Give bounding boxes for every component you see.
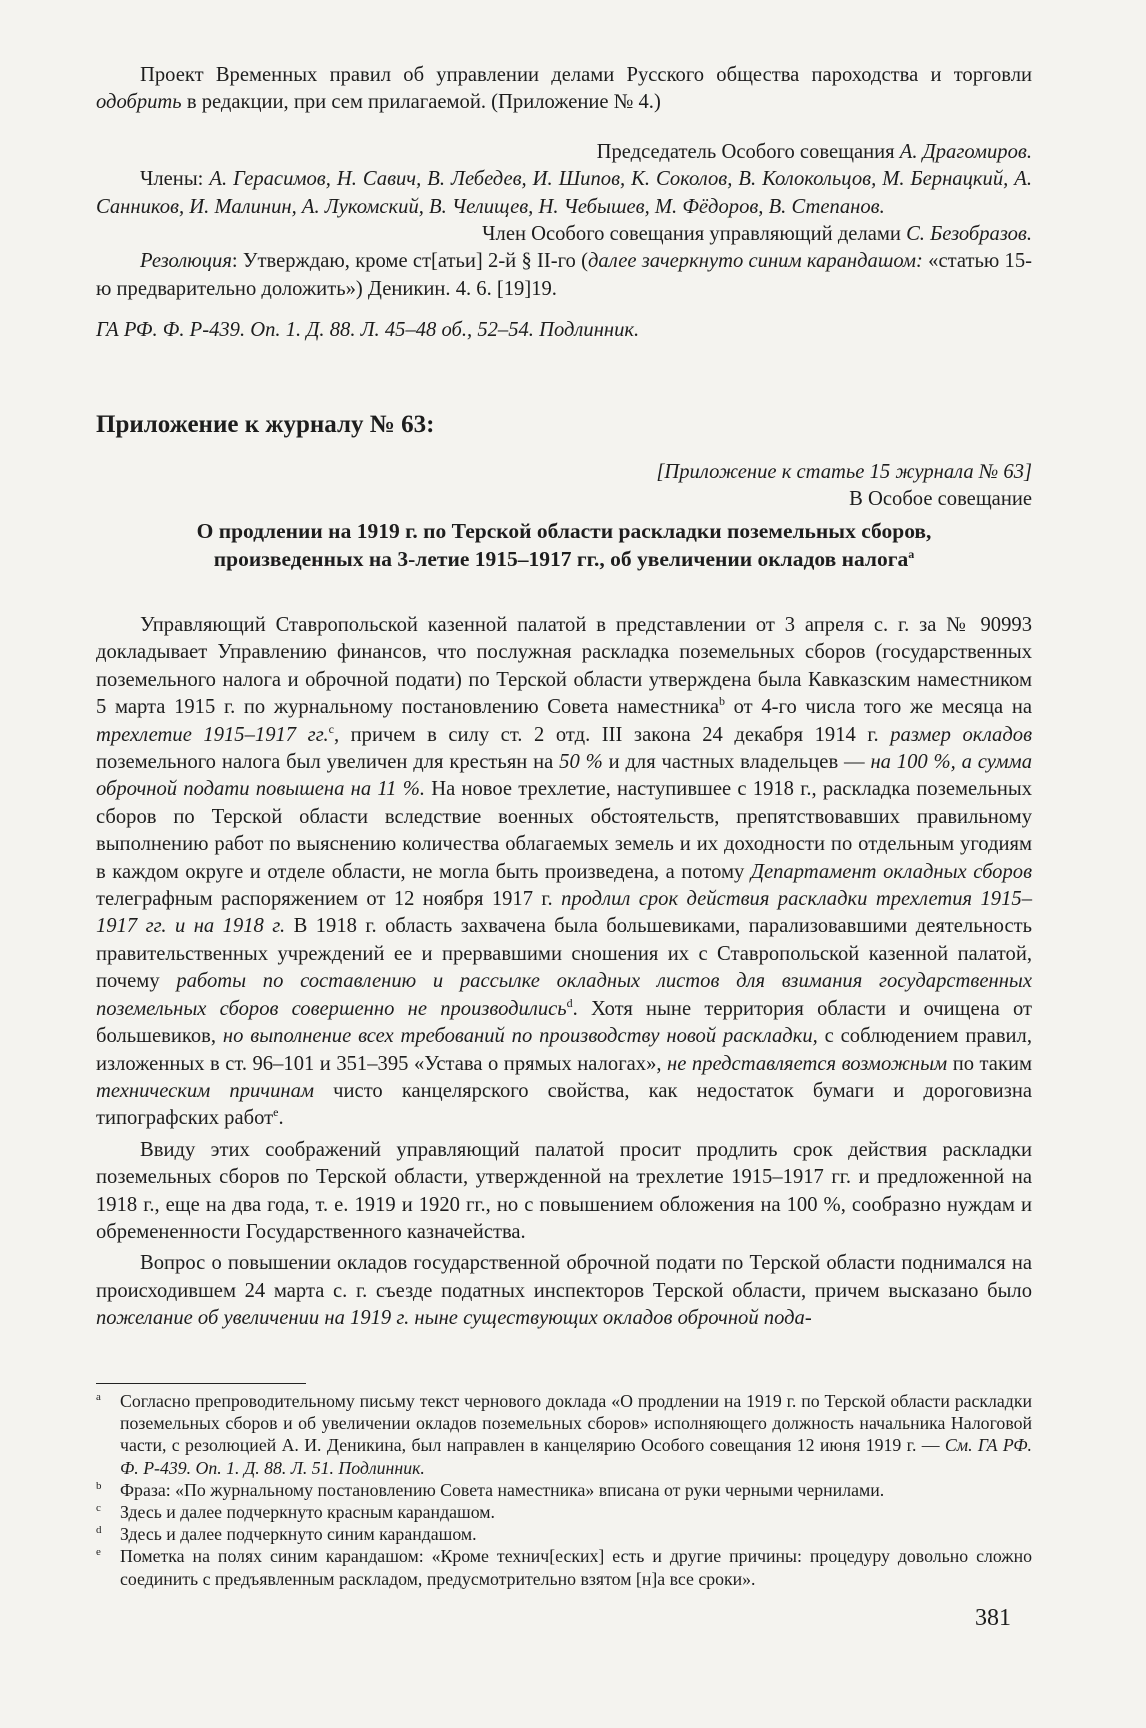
text: На новое трехлетие, наступившее с 1918 г., раскладка поземельных сборов по Терской области вследствие военных обстоятельств, препятствовавших правильному выполнению работ по выяснению количества облагаемых земель и их доходности по отдельным угодиям в каждом округе и отделе области, не могла быть произведена, а потому (96, 778, 1032, 883)
text: чисто канцелярского свойства, как недостаток бумаги и дороговизна типографских работ (96, 1079, 1032, 1130)
footnote-text: Фраза: «По журнальному постановлению Совета наместника» вписана от руки черными чернилами. (120, 1479, 885, 1500)
text-italic: пожелание об увеличении на 1919 г. ныне существующих окладов оброчной пода- (96, 1307, 812, 1330)
footnote-text: Согласно препроводительному письму текст чернового доклада «О продлении на 1919 г. по Терской области раскладки поземельных сборов и об увеличении окладов поземельных сборов» исполняющего должность начальника Налоговой части, с резолюцией А. И. Деникина, был направлен в канцелярию Особого совещания 12 июня 1919 г. — (120, 1391, 1032, 1456)
text-italic: одобрить (96, 91, 182, 114)
text: . (278, 1107, 284, 1130)
text-italic: на 100 %, а сумма оброчной подати повышена на 11 %. (96, 751, 1032, 801)
appendix-section (96, 410, 1032, 573)
signature-name: С. Безобразов. (906, 223, 1032, 246)
text-italic: продлил срок действия раскладки трехлетия 1915–1917 гг. и на 1918 г. (96, 888, 1032, 938)
text-italic: не представляется возможным (667, 1052, 948, 1075)
text-italic: далее зачеркнуто синим карандашом: (588, 250, 923, 273)
paragraph-2: Ввиду этих соображений управляющий палатой просит продлить срок действия раскладки поземельных сборов по Терской области, утвержденной на трехлетие 1915–1917 гг. и предложенной на 1918 г., еще на два года, т. е. 1919 и 1920 гг., но с повышением обложения на 100 %, сообразно нуждам и обремененности Государственного казначейства. (96, 1138, 1032, 1243)
text: поземельного налога был увеличен для крестьян на (96, 751, 560, 774)
text: с соблюдением правил, изложенных в ст. 96–101 и 351–395 «Устава о прямых налогах», (96, 1025, 1032, 1075)
main-body (96, 612, 1032, 1333)
text-italic: работы по составлению и рассылке окладных листов для взимания государственных поземельных сборов совершенно не производились (96, 970, 1033, 1020)
top-paragraph (96, 62, 1032, 117)
appendix-heading: Приложение к журналу № 63: (96, 411, 435, 438)
footnote-marker: e (273, 1105, 279, 1120)
footnote-text: Здесь и далее подчеркнуто красным карандашом. (120, 1502, 495, 1523)
footnote-citation: См. ГА РФ. Ф. Р-439. Оп. 1. Д. 88. Л. 51. Подлинник. (120, 1435, 1032, 1478)
note-text: [Приложение к статье 15 журнала № 63] (656, 461, 1032, 483)
text: В 1918 г. область захвачена была большевиками, парализовавшими деятельность правительственных учреждений ее и прервавшими сношения их с Ставропольской казенной палатой, почему (96, 915, 1032, 993)
footnote-text: Здесь и далее подчеркнуто синим карандашом. (120, 1524, 477, 1545)
footnote-c: c Здесь и далее подчеркнуто красным карандашом. (96, 1502, 495, 1523)
recipient-line: В Особое совещание (849, 488, 1032, 511)
archive-reference (96, 317, 1032, 344)
text: Проект Временных правил об управлении делами Русского общества пароходства и торговли (140, 64, 1032, 86)
footnote-d: d Здесь и далее подчеркнуто синим карандашом. (96, 1524, 477, 1545)
signature-name: А. Драгомиров. (899, 140, 1032, 163)
text: произведенных на 3-летие 1915–1917 гг., об увеличении окладов налога (213, 546, 909, 571)
text: телеграфным распоряжением от 12 ноября 1917 г. (96, 888, 562, 911)
paragraph-1 (96, 612, 1032, 1133)
text: «статью 15-ю предварительно доложить») Деникин. 4. 6. [19]19. (96, 250, 1032, 300)
label: Члены: (140, 168, 210, 191)
text: в редакции, при сем прилагаемой. (Приложение № 4.) (181, 91, 661, 114)
text-italic: размер окладов (890, 723, 1033, 746)
resolution-line (96, 248, 1032, 303)
document-title-line1: О продлении на 1919 г. по Терской области раскладки поземельных сборов, (196, 518, 932, 543)
text-italic: но выполнение всех требований по производству новой раскладки, (222, 1025, 818, 1048)
footnote-divider (96, 1383, 306, 1384)
paragraph-3 (96, 1250, 1032, 1332)
footnote-marker: a (908, 546, 915, 561)
footnotes-section (96, 1383, 1032, 1590)
label: Член Особого совещания управляющий делами (482, 223, 907, 246)
text-italic: 50 % (559, 751, 603, 774)
text: Вопрос о повышении окладов государственной оброчной подати по Терской области поднимался на происходившем 24 марта с. г. съезде податных инспекторов Терской области, причем высказано было (96, 1252, 1032, 1302)
members-line (96, 166, 1032, 221)
archive-citation: ГА РФ. Ф. Р-439. Оп. 1. Д. 88. Л. 45–48 об., 52–54. Подлинник. (96, 319, 640, 342)
top-section (96, 62, 1032, 345)
footnote-list (96, 1390, 1032, 1590)
text-italic: техническим причинам (96, 1079, 315, 1102)
text: . Хотя ныне территория области и очищена от большевиков, (96, 997, 1033, 1048)
footnote-e: e Пометка на полях синим карандашом: «Кроме технич[еских] есть и другие причины: процедуру довольно сложно соединить с предъявленным раскладом, предусмотрительно взятом [н]а все сроки». (96, 1546, 1032, 1589)
footnote-marker: d (566, 995, 573, 1010)
document-title-line2 (96, 545, 1032, 573)
footnote-a: a Согласно препроводительному письму текст чернового доклада «О продлении на 1919 г. по Терской области раскладки поземельных сборов и об увеличении окладов поземельных сборов» исполняющего должность начальника Налоговой части, с резолюцией А. И. Деникина, был направлен в канцелярию Особого совещания 12 июня 1919 г. — См. ГА РФ. Ф. Р-439. Оп. 1. Д. 88. Л. 51. Подлинник. (96, 1391, 1032, 1478)
text: по таким (947, 1052, 1033, 1075)
footnote-b: b Фраза: «По журнальному постановлению Совета наместника» вписана от руки черными чернилами. (96, 1479, 885, 1500)
appendix-note (96, 459, 1032, 486)
text: Управляющий Ставропольской казенной палатой в представлении от 3 апреля с. г. за № 90993 докладывает Управлению финансов, что послужная раскладка поземельных сборов (государственных поземельного налога и оброчной подати) по Терской области утверждена была Кавказским наместником 5 марта 1915 г. по журнальному постановлению Совета наместника (96, 614, 1032, 719)
page-number: 381 (975, 1605, 1011, 1631)
text: от 4-го числа того же месяца на (724, 696, 1032, 719)
chairman-line (96, 139, 1032, 166)
text: и для частных владельцев — (602, 751, 871, 774)
footnote-marker: b (718, 694, 725, 709)
manager-line (96, 221, 1032, 248)
footnote-text: Пометка на полях синим карандашом: «Кроме технич[еских] есть и другие причины: процедуру довольно сложно соединить с предъявленным раскладом, предусмотрительно взятом [н]а все сроки». (120, 1546, 1032, 1589)
member-names: А. Герасимов, Н. Савич, В. Лебедев, И. Шипов, К. Соколов, В. Колокольцов, М. Бернацкий, А. Санников, И. Малинин, А. Лукомский, В. Челищев, Н. Чебышев, М. Фёдоров, В. Степанов. (96, 168, 1032, 218)
text: : Утверждаю, кроме ст[атьи] 2-й § II-го ( (231, 250, 588, 273)
text-italic: трехлетие 1915–1917 гг. (96, 723, 329, 746)
footnote-marker: c (328, 721, 334, 736)
text-italic: Департамент окладных сборов (750, 860, 1033, 883)
text: , причем в силу ст. 2 отд. III закона 24 декабря 1914 г. (333, 723, 891, 746)
label: Председатель Особого совещания (596, 140, 900, 163)
label: Резолюция (140, 250, 232, 273)
